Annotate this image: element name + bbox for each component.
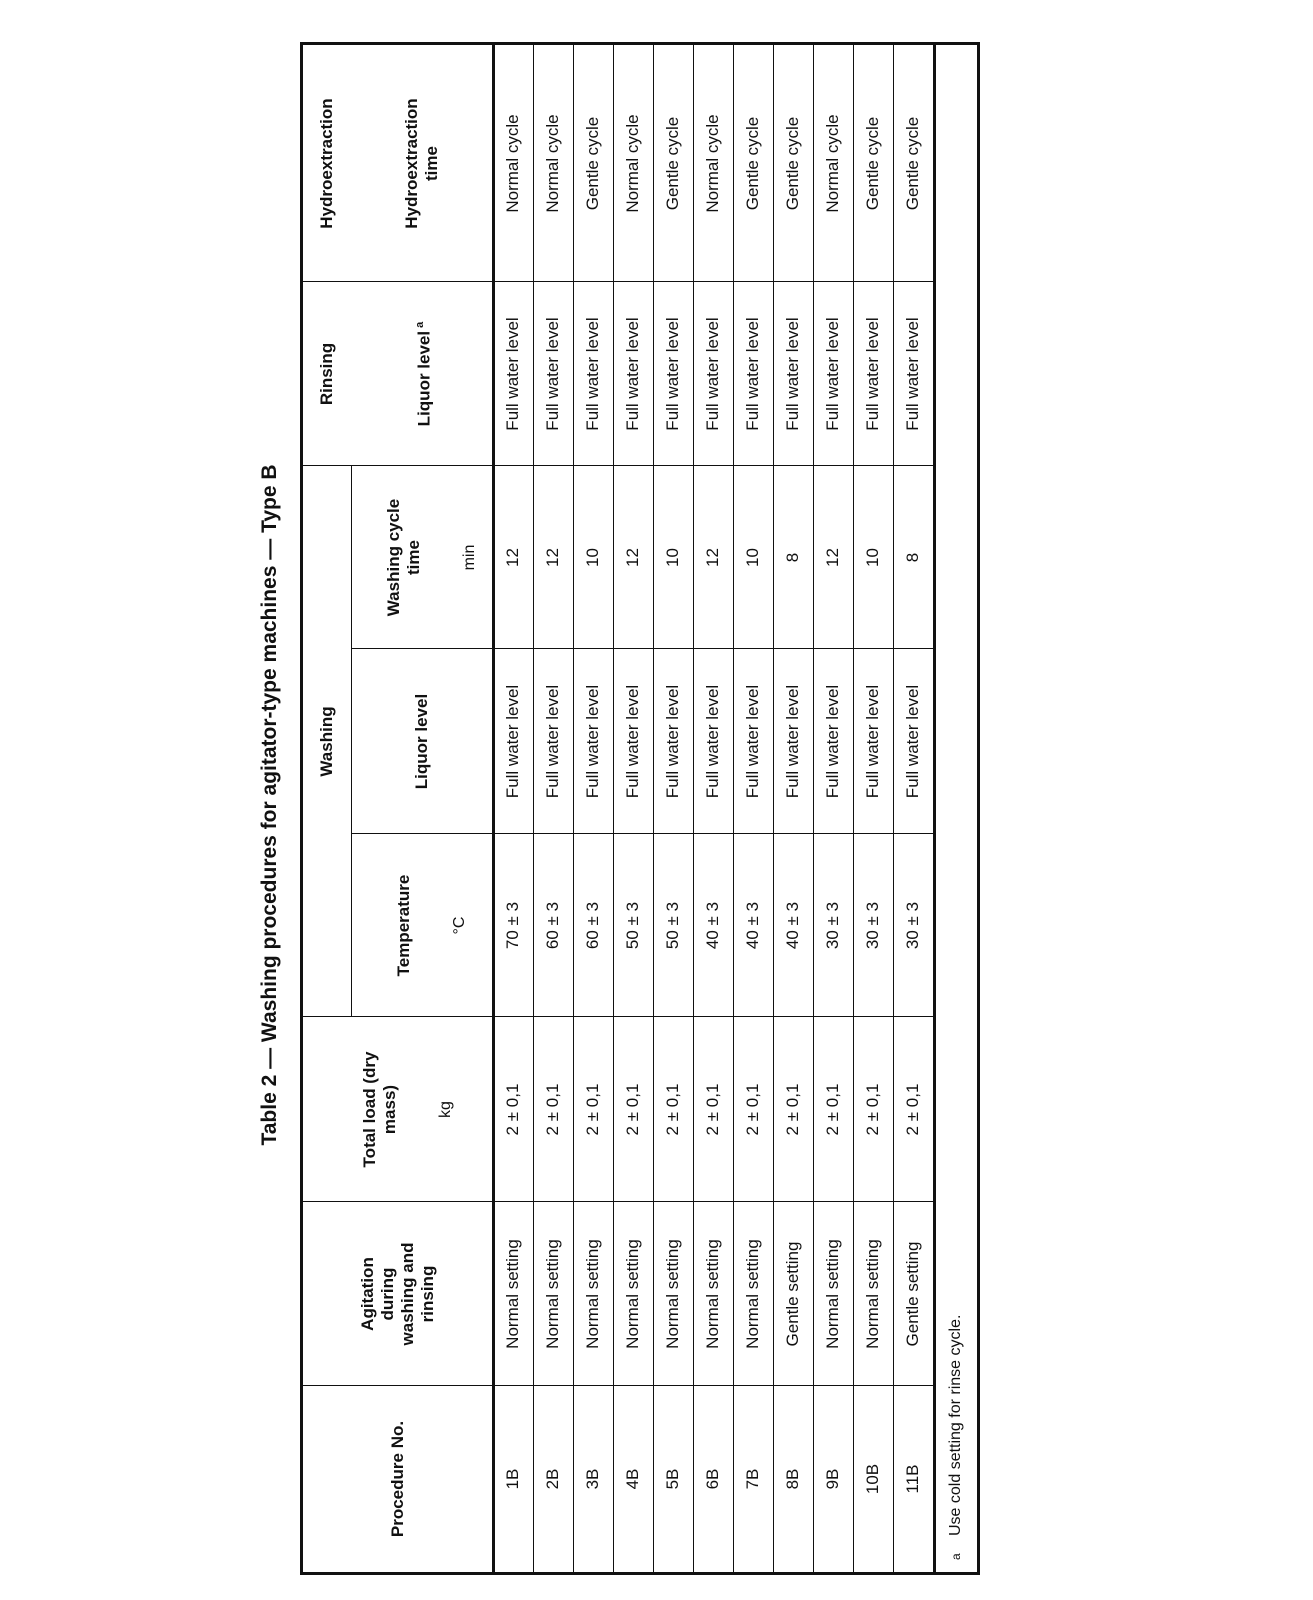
row-divider [533,45,534,1572]
table-cell-procedure: 9B [823,1468,842,1490]
column-header-procedure [303,1386,493,1572]
column-header-label: Temperature [394,874,413,977]
column-header-label: Total load (dry mass) [360,1051,399,1168]
column-header-wash_liquor [351,649,493,834]
table-cell-agitation: Normal setting [503,1239,522,1349]
footnote-mark: a [949,1553,963,1560]
table-cell-load: 2 ± 0,1 [823,1083,842,1136]
column-header-label: Washing cycle time [384,498,423,617]
table-cell-wash_time: 8 [903,552,922,563]
table-cell-temperature: 60 ± 3 [583,901,602,950]
table-cell-wash_liquor: Full water level [863,684,882,799]
column-divider [303,281,933,282]
table-cell-agitation: Normal setting [663,1239,682,1349]
table-cell-load: 2 ± 0,1 [583,1083,602,1136]
table-cell-wash_liquor: Full water level [543,684,562,799]
table-cell-procedure: 6B [703,1468,722,1490]
table-cell-temperature: 50 ± 3 [663,901,682,950]
table-cell-procedure: 10B [863,1463,882,1495]
table-cell-rinse_liquor: Full water level [623,317,642,431]
table-cell-load: 2 ± 0,1 [903,1083,922,1136]
table-cell-load: 2 ± 0,1 [623,1083,642,1136]
table-cell-temperature: 30 ± 3 [863,901,882,950]
table-cell-wash_liquor: Full water level [903,684,922,799]
row-divider [613,45,614,1572]
table-cell-rinse_liquor: Full water level [823,317,842,431]
table-cell-load: 2 ± 0,1 [543,1083,562,1136]
table-cell-temperature: 40 ± 3 [703,901,722,950]
table-cell-wash_liquor: Full water level [703,684,722,799]
table-cell-temperature: 70 ± 3 [503,901,522,950]
table-cell-rinse_liquor: Full water level [903,317,922,431]
column-header-label: Liquor level [412,693,431,790]
table-cell-wash_time: 12 [823,548,842,567]
table-cell-temperature: 30 ± 3 [903,901,922,950]
table-cell-rinse_liquor: Full water level [783,317,802,431]
table-cell-agitation: Normal setting [543,1239,562,1349]
rotated-page [245,35,1015,1575]
table-cell-wash_liquor: Full water level [783,684,802,799]
table-cell-load: 2 ± 0,1 [663,1083,682,1136]
column-header-agitation [303,1202,493,1386]
group-header-rinsing: Rinsing [317,342,336,406]
table-cell-wash_time: 12 [623,548,642,567]
table-cell-agitation: Normal setting [743,1239,762,1349]
column-header-label: Procedure No. [388,1420,407,1538]
column-header-temperature [351,834,493,1017]
column-header-hydro_time [351,45,493,282]
column-header-wash_time [351,466,493,649]
table-cell-procedure: 3B [583,1468,602,1490]
column-divider [303,1201,933,1202]
column-unit: min [461,544,478,571]
row-divider [653,45,654,1572]
column-header-rinse_liquor [351,282,493,466]
table-cell-wash_time: 12 [543,548,562,567]
row-divider [893,45,894,1572]
column-unit: kg [437,1101,454,1118]
column-unit: °C [451,916,468,935]
table-caption: Table 2 — Washing procedures for agitator-type machines — Type B [258,464,281,1146]
row-divider [573,45,574,1572]
table-cell-wash_time: 12 [503,548,522,567]
row-divider [853,45,854,1572]
header-divider [492,45,495,1572]
table-cell-procedure: 8B [783,1468,802,1490]
table-cell-hydro_time: Normal cycle [503,114,522,213]
table-cell-wash_liquor: Full water level [663,684,682,799]
table-cell-temperature: 40 ± 3 [743,901,762,950]
table-cell-hydro_time: Gentle cycle [743,116,762,211]
table-cell-rinse_liquor: Full water level [543,317,562,431]
table-cell-wash_time: 12 [703,548,722,567]
table-cell-hydro_time: Gentle cycle [583,116,602,211]
table-cell-hydro_time: Normal cycle [623,114,642,213]
table-cell-rinse_liquor: Full water level [663,317,682,431]
group-header-washing: Washing [317,706,336,777]
table-cell-load: 2 ± 0,1 [743,1083,762,1136]
table-cell-agitation: Normal setting [863,1239,882,1349]
table-cell-temperature: 50 ± 3 [623,901,642,950]
table-cell-wash_time: 10 [743,548,762,567]
column-divider [303,1016,933,1017]
column-header-load [303,1017,493,1202]
group-divider-washing [351,466,352,1017]
table-cell-load: 2 ± 0,1 [783,1083,802,1136]
table-cell-wash_time: 10 [663,548,682,567]
table-cell-rinse_liquor: Full water level [863,317,882,431]
column-divider [351,648,933,649]
table-cell-agitation: Normal setting [703,1239,722,1349]
table-cell-procedure: 11B [903,1464,922,1494]
table-cell-rinse_liquor: Full water level [743,317,762,431]
table-cell-wash_time: 10 [863,548,882,567]
table-cell-agitation: Gentle setting [903,1241,922,1347]
table-cell-agitation: Gentle setting [783,1241,802,1347]
washing-procedures-table [300,42,980,1575]
table-cell-hydro_time: Gentle cycle [903,116,922,211]
table-cell-wash_liquor: Full water level [743,684,762,799]
table-cell-hydro_time: Normal cycle [703,114,722,213]
table-cell-hydro_time: Gentle cycle [783,116,802,211]
table-cell-wash_time: 10 [583,548,602,567]
table-cell-hydro_time: Gentle cycle [663,116,682,211]
table-cell-procedure: 4B [623,1468,642,1490]
table-cell-hydro_time: Normal cycle [543,114,562,213]
table-cell-procedure: 2B [543,1468,562,1490]
table-cell-procedure: 1B [503,1468,522,1490]
table-cell-load: 2 ± 0,1 [863,1083,882,1136]
table-cell-wash_liquor: Full water level [623,684,642,799]
row-divider [733,45,734,1572]
table-cell-temperature: 30 ± 3 [823,901,842,950]
table-cell-wash_liquor: Full water level [823,684,842,799]
table-cell-wash_liquor: Full water level [583,684,602,799]
table-cell-hydro_time: Gentle cycle [863,116,882,211]
column-divider [303,1385,933,1386]
column-divider [303,465,933,466]
row-divider [693,45,694,1572]
row-divider [813,45,814,1572]
table-cell-agitation: Normal setting [623,1239,642,1349]
table-cell-rinse_liquor: Full water level [583,317,602,431]
footnote-mark: a [413,321,426,331]
table-cell-rinse_liquor: Full water level [503,317,522,431]
table-cell-load: 2 ± 0,1 [703,1083,722,1136]
table-cell-load: 2 ± 0,1 [503,1083,522,1136]
table-cell-agitation: Normal setting [583,1239,602,1349]
column-divider [351,833,933,834]
table-cell-procedure: 7B [743,1468,762,1490]
column-header-label: Hydroextraction time [402,98,441,229]
table-cell-wash_liquor: Full water level [503,684,522,799]
row-divider [773,45,774,1572]
table-cell-temperature: 60 ± 3 [543,901,562,950]
footnote-divider [933,45,936,1572]
table-cell-temperature: 40 ± 3 [783,901,802,950]
group-header-hydroextraction: Hydroextraction [317,98,336,229]
table-cell-hydro_time: Normal cycle [823,114,842,213]
table-cell-rinse_liquor: Full water level [703,317,722,431]
table-cell-procedure: 5B [663,1468,682,1490]
footnote-text: Use cold setting for rinse cycle. [947,1314,964,1536]
table-cell-agitation: Normal setting [823,1239,842,1349]
column-header-label: Agitation during washing and rinsing [358,1242,437,1346]
table-cell-wash_time: 8 [783,552,802,563]
column-header-label: Liquor level $^a$ [413,321,434,427]
